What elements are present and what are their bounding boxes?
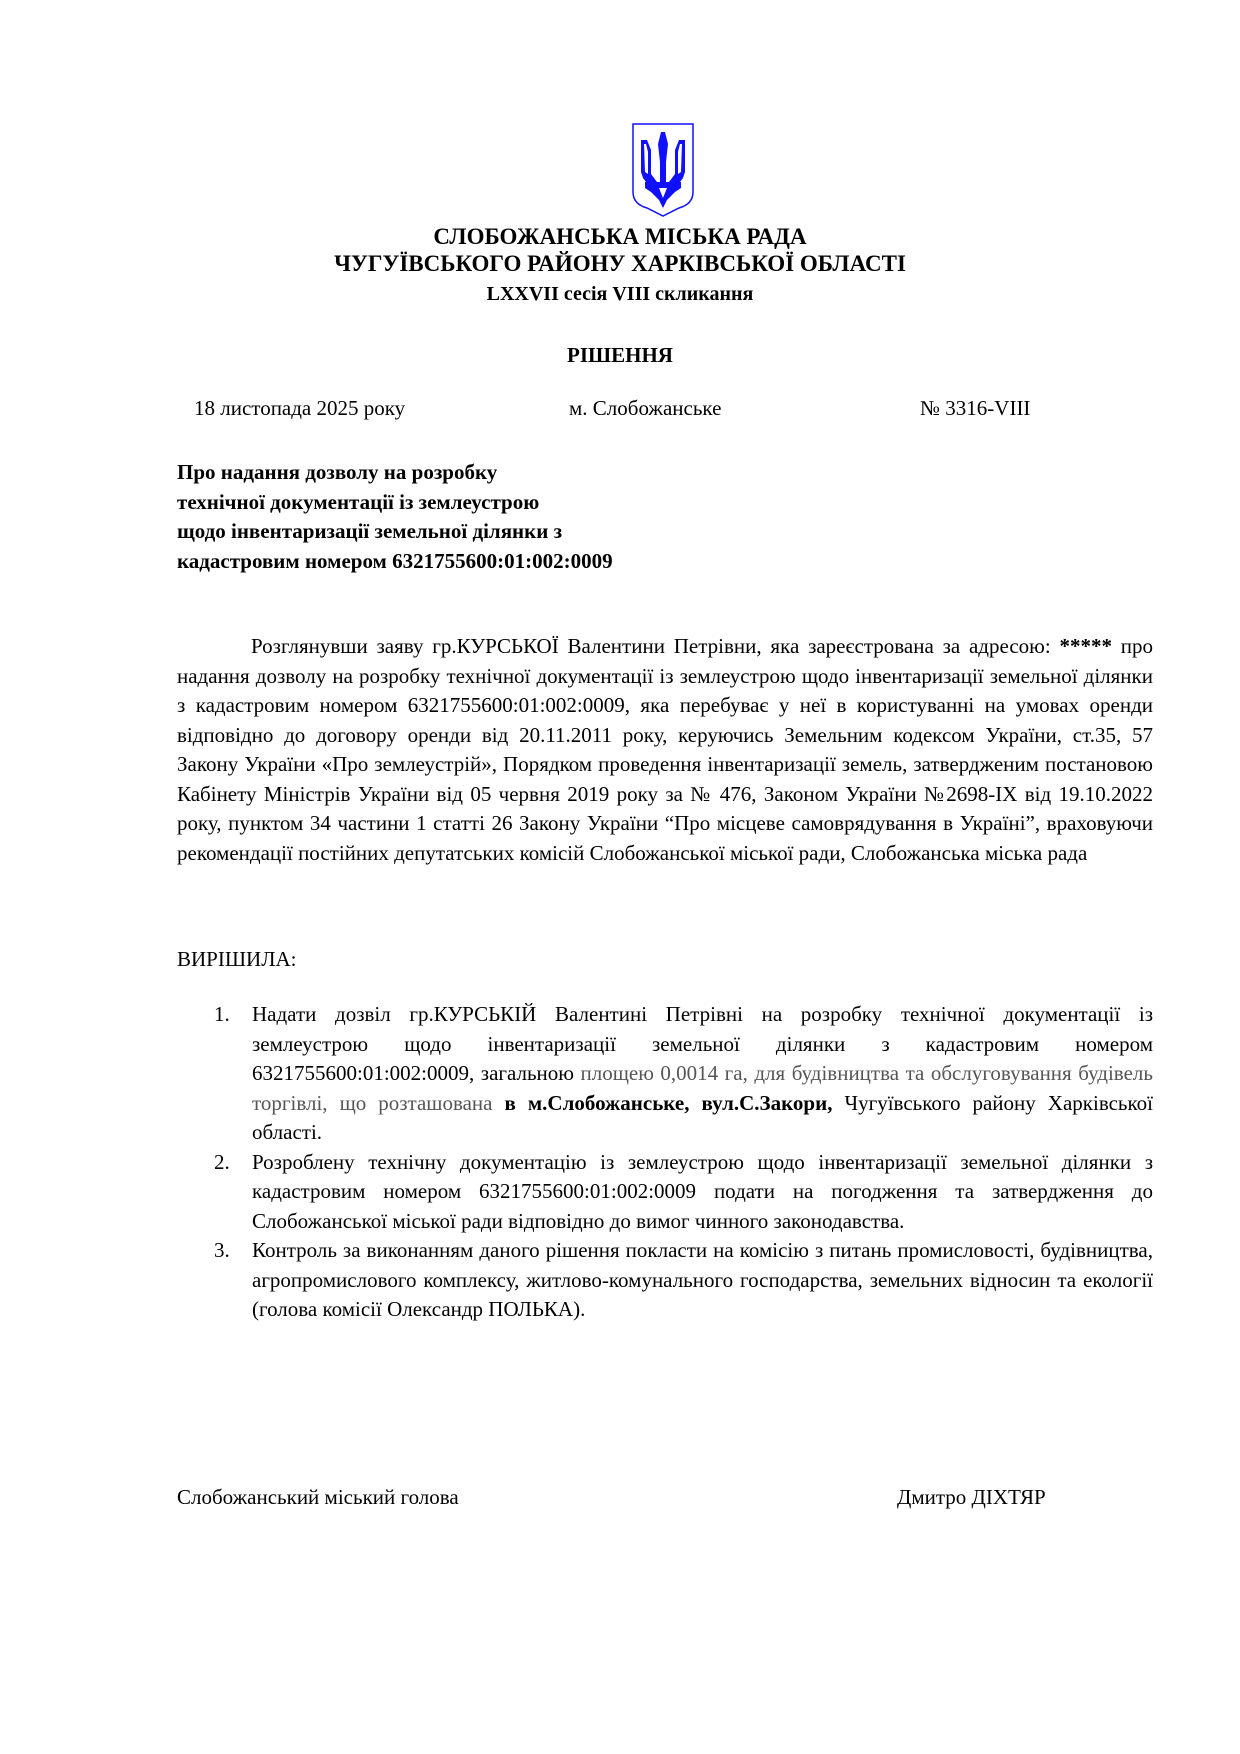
session-label: LXXVII сесія VIII скликання <box>486 283 754 305</box>
subject-line: кадастровим номером 6321755600:01:002:0009 <box>177 548 613 573</box>
item-text: Розроблену технічну документацію із землеустрою щодо інвентаризації земельної ділянки з кадастровим номером 6321755600:01:002:0009 подати на погодження та затвердження до Слобожанської міської ради відповідно до вимог чинного законодавства. <box>252 1149 1153 1233</box>
item-text-muted: площею 0,0014 га, для будівництва та обслуговування будівель торгівлі, що розташована <box>252 1061 1153 1115</box>
decision-date: 18 листопада 2025 року <box>194 396 406 420</box>
preamble-paragraph <box>177 632 1153 868</box>
decision-place: м. Слобожанське <box>569 396 722 420</box>
signatory-name: Дмитро ДІХТЯР <box>897 1485 1046 1509</box>
item-number: 3. <box>214 1238 230 1262</box>
item-number: 1. <box>214 1002 230 1026</box>
district-name: ЧУГУЇВСЬКОГО РАЙОНУ ХАРКІВСЬКОЇ ОБЛАСТІ <box>334 251 906 276</box>
decision-items <box>214 1000 1153 1325</box>
signatory-position: Слобожанський міський голова <box>177 1485 459 1509</box>
decision-number: № 3316-VIII <box>920 396 1031 420</box>
document-type: РІШЕННЯ <box>567 343 673 367</box>
decision-subject <box>177 458 613 576</box>
decision-item <box>214 1000 1153 1148</box>
coat-of-arms-icon <box>631 122 695 218</box>
preamble-part: про надання дозволу на розробку технічної документації із землеустрою щодо інвентаризації земельної ділянки з кадастровим номером 6321755600:01:002:0009, яка перебуває у неї в користуванні на умовах оренди відповідно до договору оренди від 20.11.2011 року, керуючись Земельним кодексом України, ст.35, 57 Закону України «Про землеустрій», Порядком проведення інвентаризації земель, затвердженим постановою Кабінету Міністрів України від 05 червня 2019 року за № 476, Законом України №2698-IX від 19.10.2022 року, пунктом 34 частини 1 статті 26 Закону України “Про місцеве самоврядування в Україні”, враховуючи рекомендації постійних депутатських комісій Слобожанської міської ради, Слобожанська міська рада <box>177 634 1153 865</box>
decided-label: ВИРІШИЛА: <box>177 947 297 971</box>
council-name: СЛОБОЖАНСЬКА МІСЬКА РАДА <box>433 224 807 249</box>
item-text-bold: в м.Слобожанське, вул.С.Закори, <box>504 1090 833 1115</box>
item-text: Чугуївського району Харківської області. <box>252 1090 1153 1144</box>
item-text: Надати дозвіл гр.КУРСЬКІЙ Валентині Петрівні на розробку технічної документації із землеустрою щодо інвентаризації земельної ділянки з кадастровим номером 6321755600:01:002:0009, загальною <box>252 1002 1153 1085</box>
decision-item <box>214 1236 1153 1325</box>
item-text: Контроль за виконанням даного рішення покласти на комісію з питань промисловості, будівництва, агропромислового комплексу, житлово-комунального господарства, земельних відносин та екології (голова комісії Олександр ПОЛЬКА). <box>252 1238 1153 1321</box>
masked-address: ***** <box>1059 634 1112 658</box>
preamble-part: Розглянувши заяву гр.КУРСЬКОЇ Валентини Петрівни, яка зареєстрована за адресою: <box>251 634 1060 658</box>
subject-line: щодо інвентаризації земельної ділянки з <box>177 519 563 543</box>
subject-line: технічної документації із землеустрою <box>177 489 540 514</box>
decision-item <box>214 1148 1153 1237</box>
item-number: 2. <box>214 1149 230 1174</box>
subject-line: Про надання дозволу на розробку <box>177 460 498 484</box>
